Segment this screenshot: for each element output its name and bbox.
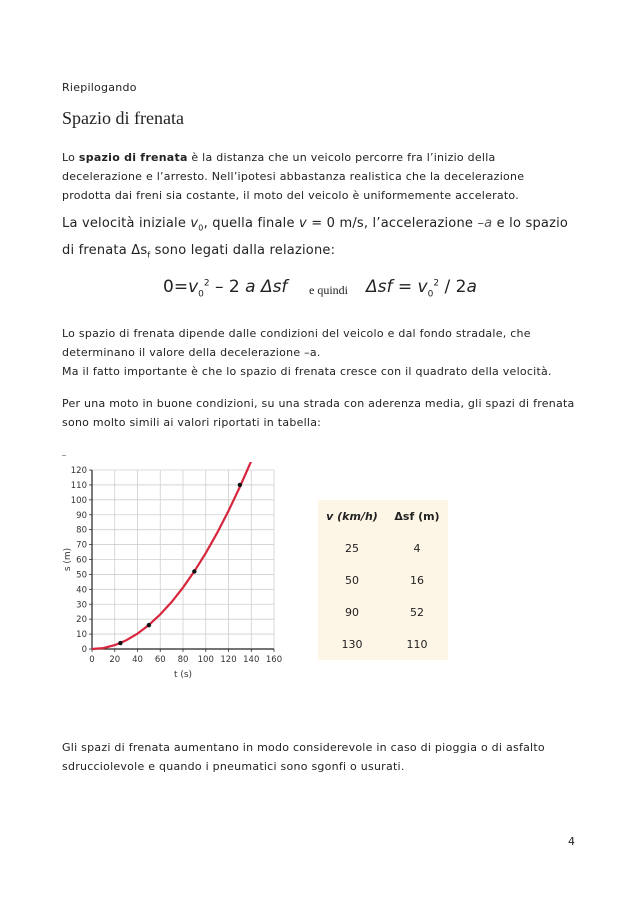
formula-left-zero: 0= [163,277,189,297]
paragraph-table-intro [62,394,575,432]
cell-speed: 90 [345,605,359,619]
x-tick-label: 140 [243,655,260,665]
y-tick-label: 100 [70,495,87,506]
y-axis-label: s (m) [63,547,73,572]
a-symbol: –a [477,216,493,231]
formula-right-sub: 0 [427,289,434,300]
data-point [118,641,122,645]
v-symbol: v [299,216,307,231]
delta-s-symbol: Δs [131,242,148,258]
para1-lead: Lo [62,151,79,164]
y-tick-label: 20 [76,615,87,626]
para2-text-2: , quella finale [203,216,299,231]
x-tick-label: 80 [177,655,189,665]
x-tick-label: 120 [220,655,237,665]
y-tick-label: 90 [76,510,87,521]
cell-speed: 50 [345,573,359,587]
formula-right-sup: 2 [433,278,440,289]
table-row [318,564,448,596]
x-axis-label: t (s) [173,670,193,680]
speed-distance-table [318,500,448,660]
data-point [192,569,196,573]
stray-mark [62,455,66,456]
x-tick-label: 0 [89,655,95,665]
cell-distance: 52 [410,605,424,619]
braking-curve [92,462,251,649]
y-tick-label: 0 [81,645,87,655]
x-tick-label: 60 [154,655,166,665]
y-tick-label: 120 [70,466,87,476]
page-number: 4 [568,835,576,848]
v0-subscript: 0 [198,223,204,233]
y-tick-label: 110 [70,480,87,491]
para2-text-4: e lo spazio di frenata [62,216,569,258]
para3-line-3: Ma il fatto importante è che lo spazio di frenata cresce con il quadrato della velocità. [62,365,552,378]
para3-line-1: Lo spazio di frenata dipende dalle condizioni del veicolo e dal fondo stradale, che [62,327,531,340]
braking-distance-chart [62,462,292,684]
formula-right-eq: = [392,277,418,297]
table-header-row [318,500,448,532]
formula-left-sup: 2 [203,278,210,289]
y-tick-label: 80 [76,525,87,536]
formula-connector: e quindi [309,283,348,297]
para4-line-1: Per una moto in buone condizioni, su una strada con aderenza media, gli spazi di frenata [62,397,575,410]
formula-right-v: v [417,277,428,297]
x-tick-label: 100 [197,655,214,665]
y-tick-label: 70 [76,540,87,551]
data-point [147,623,151,627]
para2-text-1: La velocità iniziale [62,216,191,231]
para1-rest: è la distanza che un veicolo percorre fra l’inizio della decelerazione e l’arresto. Nell’ipotesi abbastanza realistica che la decelerazione prodotta dai freni sia costante, il moto del veicolo è uniformemente accelerato. [62,151,525,202]
formula-right-a: a [466,277,477,297]
paragraph-conditions [62,738,545,776]
para2-text-3: = 0 m/s, l’accelerazione [306,216,478,231]
data-point [238,483,242,487]
para5-line-2: sdrucciolevole e quando i pneumatici sono sgonfi o usurati. [62,760,405,773]
x-tick-label: 160 [265,655,283,665]
table-row [318,628,448,660]
x-tick-label: 40 [132,655,143,665]
y-tick-label: 30 [76,600,87,611]
table-row [318,596,448,628]
formula-left-accel: a Δsf [245,277,288,297]
cell-speed: 130 [341,637,363,651]
y-tick-label: 10 [76,630,87,641]
formula-left-v: v [188,277,199,297]
para4-line-2: sono molto simili ai valori riportati in tabella: [62,416,322,429]
header-distance-text: Δsf (m) [394,509,440,523]
formula-right-div: / 2 [439,277,467,297]
table-row [318,532,448,564]
cell-distance: 16 [410,573,424,587]
delta-s-subscript: f [147,250,151,260]
header-speed [318,500,386,532]
formula-right [366,277,477,299]
formula-left-minus: – 2 [209,277,246,297]
para1-bold-term: spazio di frenata [78,151,188,164]
header-speed-text: v (km/h) [326,509,378,523]
y-tick-label: 40 [76,585,87,596]
paragraph-relation [62,213,582,266]
v0-symbol: v [190,216,199,231]
cell-speed: 25 [345,541,359,555]
y-tick-label: 50 [76,570,87,581]
y-tick-label: 60 [76,555,87,566]
formula-left-sub: 0 [198,289,204,300]
para2-text-5: sono legati dalla relazione: [150,242,336,258]
paragraph-definition [62,148,572,205]
formula-left [163,277,287,299]
x-tick-label: 20 [109,655,121,665]
cell-distance: 4 [413,541,421,555]
cell-distance: 110 [406,637,428,651]
para3-line-2: determinano il valore della decelerazione –a. [62,346,321,359]
section-heading: Spazio di frenata [62,108,184,128]
formula-right-ds: Δsf [366,277,393,297]
para5-line-1: Gli spazi di frenata aumentano in modo considerevole in caso di pioggia o di asfalto [62,741,545,754]
summary-label: Riepilogando [62,81,137,94]
paragraph-dependence [62,324,552,381]
header-distance [386,500,448,532]
